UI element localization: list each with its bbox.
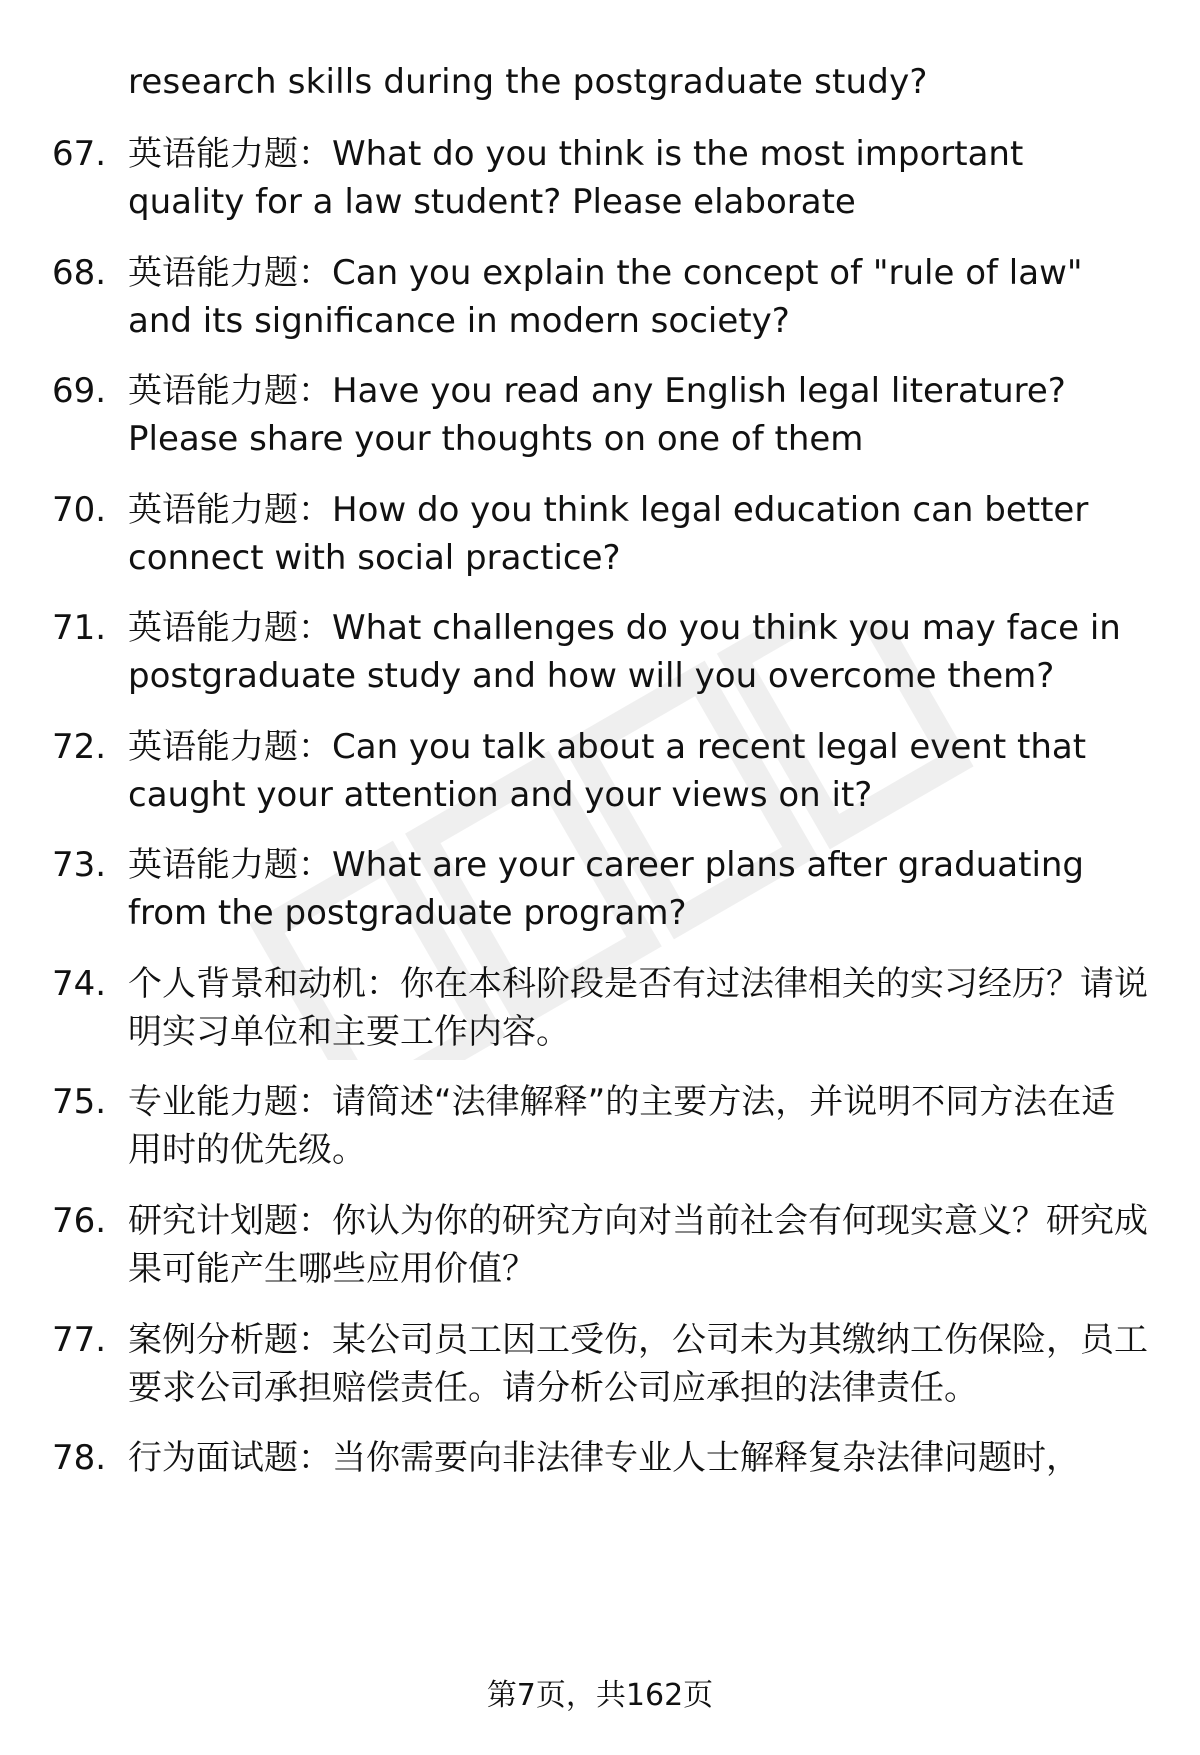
- question-text: 英语能力题：How do you think legal education can better connect with social practice?: [128, 490, 1089, 578]
- question-number: 78.: [52, 1438, 107, 1478]
- question-text: 个人背景和动机：你在本科阶段是否有过法律相关的实习经历？请说明实习单位和主要工作内容。: [128, 964, 1148, 1052]
- question-number: 67.: [52, 134, 107, 174]
- question-number: 72.: [52, 727, 107, 767]
- question-number: 76.: [52, 1201, 107, 1241]
- question-number: 75.: [52, 1082, 107, 1122]
- question-number: 70.: [52, 490, 107, 530]
- question-text: 案例分析题：某公司员工因工受伤，公司未为其缴纳工伤保险，员工要求公司承担赔偿责任。请分析公司应承担的法律责任。: [128, 1320, 1148, 1408]
- question-text: 英语能力题：Have you read any English legal literature? Please share your thoughts on one of them: [128, 371, 1066, 459]
- question-text: 英语能力题：What challenges do you think you may face in postgraduate study and how will you overcome them?: [128, 608, 1121, 696]
- question-text: 英语能力题：What are your career plans after graduating from the postgraduate program?: [128, 845, 1085, 933]
- question-number: 73.: [52, 845, 107, 885]
- question-number: 77.: [52, 1320, 107, 1360]
- question-number: 74.: [52, 964, 107, 1004]
- continuation-text: research skills during the postgraduate study?: [128, 62, 928, 102]
- question-text: 行为面试题：当你需要向非法律专业人士解释复杂法律问题时，: [128, 1438, 1080, 1478]
- page-footer: 第7页，共162页: [486, 1678, 714, 1713]
- question-text: 英语能力题：What do you think is the most important quality for a law student? Please elaborate: [128, 134, 1024, 222]
- question-text: 专业能力题：请简述“法律解释”的主要方法，并说明不同方法在适用时的优先级。: [128, 1082, 1116, 1170]
- question-number: 71.: [52, 608, 107, 648]
- question-text: 研究计划题：你认为你的研究方向对当前社会有何现实意义？研究成果可能产生哪些应用价值？: [128, 1201, 1148, 1289]
- question-number: 68.: [52, 253, 107, 293]
- question-text: 英语能力题：Can you explain the concept of "rule of law" and its significance in modern society?: [128, 253, 1083, 341]
- question-number: 69.: [52, 371, 107, 411]
- question-text: 英语能力题：Can you talk about a recent legal event that caught your attention and your views on it?: [128, 727, 1087, 815]
